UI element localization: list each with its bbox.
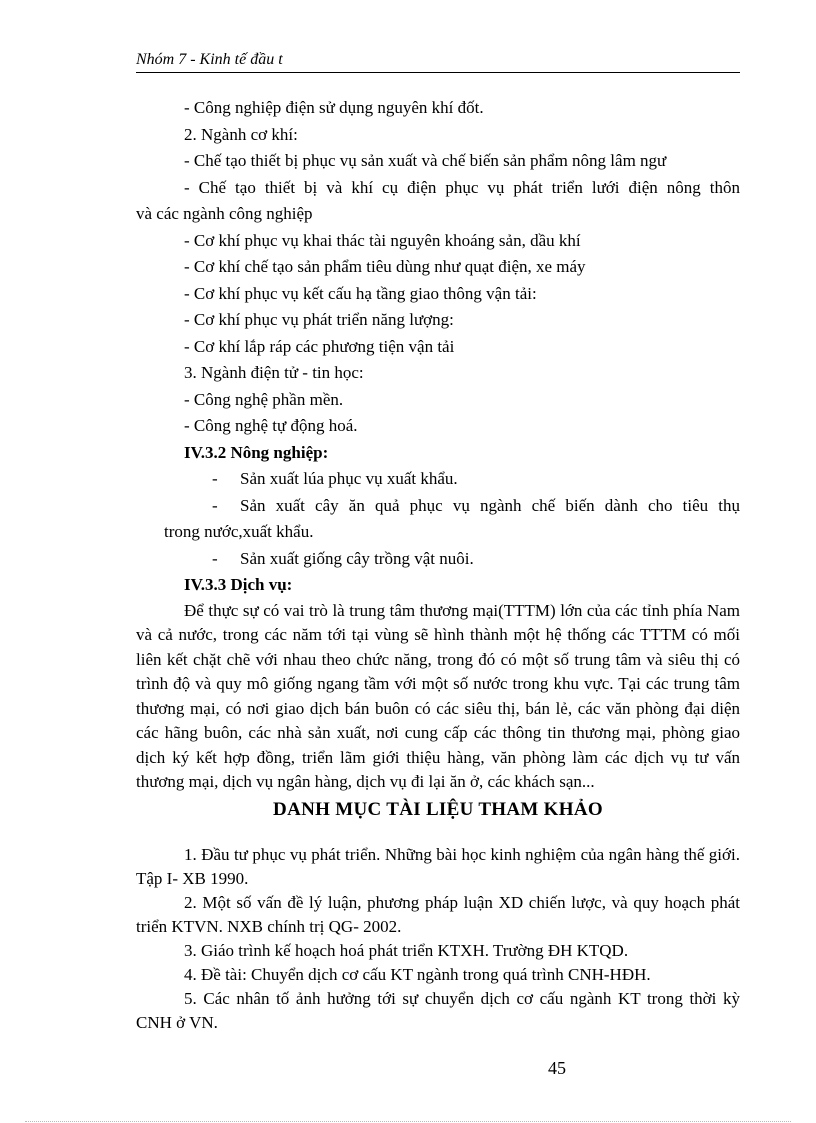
list-dash: - bbox=[212, 548, 218, 568]
text-line: - Công nghệ phần mền. bbox=[184, 389, 344, 409]
list-dash: - bbox=[212, 495, 218, 515]
list-dash: - bbox=[212, 469, 218, 488]
services-heading: IV.3.3 Dịch vụ: bbox=[184, 575, 293, 594]
text-line: - Công nghệ tự động hoá. bbox=[184, 416, 358, 435]
list-item bbox=[136, 466, 740, 493]
section-label: 2. Ngành cơ khí: bbox=[184, 124, 298, 144]
list-item bbox=[136, 493, 740, 520]
page-header: Nhóm 7 - Kinh tế đầu t bbox=[136, 50, 740, 73]
services-paragraph: Để thực sự có vai trò là trung tâm thương mại(TTTM) lớn của các tỉnh phía Nam và cả nước, trong các năm tới tại vùng sẽ hình thành một hệ thống các TTTM có mối liên kết chặt chẽ với nhau theo chức năng, trong đó có một số trung tâm và siêu thị có trình độ và quy mô giống ngang tầm với một số nước trong khu vực. Tại các trung tâm thương mại, có nơi giao dịch bán buôn có các siêu thị, bán lẻ, các văn phòng đại diện các hãng buôn, các nhà sản xuất, nơi cung cấp các thông tin thương mại, phòng giao dịch ký kết hợp đồng, triển lãm giới thiệu hàng, văn phòng làm các dịch vụ tư vấn thương mại, dịch vụ ngân hàng, dịch vụ đi lại ăn ở, các khách sạn... bbox=[136, 600, 740, 791]
section-label: 3. Ngành điện tử - tin học: bbox=[184, 363, 364, 382]
agriculture-heading: IV.3.2 Nông nghiệp: bbox=[184, 442, 329, 462]
page-content bbox=[136, 95, 740, 1035]
list-item-text: Sản xuất cây ăn quả phục vụ ngành chế biến dành cho tiêu thụ bbox=[240, 495, 740, 515]
reference-item: 4. Đề tài: Chuyển dịch cơ cấu KT ngành trong quá trình CNH-HĐH. bbox=[184, 964, 651, 984]
text-line: - Cơ khí phục vụ kết cấu hạ tầng giao thông vận tải: bbox=[184, 283, 537, 303]
text-line: - Chế tạo thiết bị phục vụ sản xuất và chế biến sản phẩm nông lâm ngư bbox=[184, 151, 667, 170]
text-line: - Công nghiệp điện sử dụng nguyên khí đốt. bbox=[184, 98, 484, 117]
text-line: - Cơ khí chế tạo sản phẩm tiêu dùng như quạt điện, xe máy bbox=[184, 257, 586, 276]
references-list bbox=[136, 843, 740, 1035]
list-item-text: Sản xuất giống cây trồng vật nuôi. bbox=[240, 548, 474, 568]
references-title: DANH MỤC TÀI LIỆU THAM KHẢO bbox=[273, 798, 603, 820]
reference-item: 1. Đầu tư phục vụ phát triển. Những bài học kinh nghiệm của ngân hàng thế giới. Tập I- XB 1990. bbox=[136, 844, 740, 888]
page-number: 45 bbox=[548, 1058, 566, 1078]
reference-item: 5. Các nhân tố ảnh hưởng tới sự chuyển dịch cơ cấu ngành KT trong thời kỳ CNH ở VN. bbox=[136, 988, 740, 1032]
reference-item: 3. Giáo trình kế hoạch hoá phát triển KTXH. Trường ĐH KTQD. bbox=[184, 940, 629, 960]
text-line: - Cơ khí phục vụ phát triển năng lượng: bbox=[184, 310, 454, 329]
reference-item: 2. Một số vấn đề lý luận, phương pháp luận XD chiến lược, và quy hoạch phát triển KTVN. NXB chính trị QG- 2002. bbox=[136, 892, 740, 936]
text-line: - Chế tạo thiết bị và khí cụ điện phục vụ phát triển lưới điện nông thôn bbox=[184, 177, 740, 197]
text-line: và các ngành công nghiệp bbox=[136, 204, 313, 223]
list-item-text: Sản xuất lúa phục vụ xuất khẩu. bbox=[240, 469, 458, 488]
page-bottom-divider bbox=[25, 1121, 791, 1122]
list-item-continuation: trong nước,xuất khẩu. bbox=[164, 522, 314, 541]
text-line: - Cơ khí lắp ráp các phương tiện vận tải bbox=[184, 336, 455, 356]
list-item bbox=[136, 546, 740, 573]
text-line: - Cơ khí phục vụ khai thác tài nguyên khoáng sản, dầu khí bbox=[184, 230, 581, 250]
